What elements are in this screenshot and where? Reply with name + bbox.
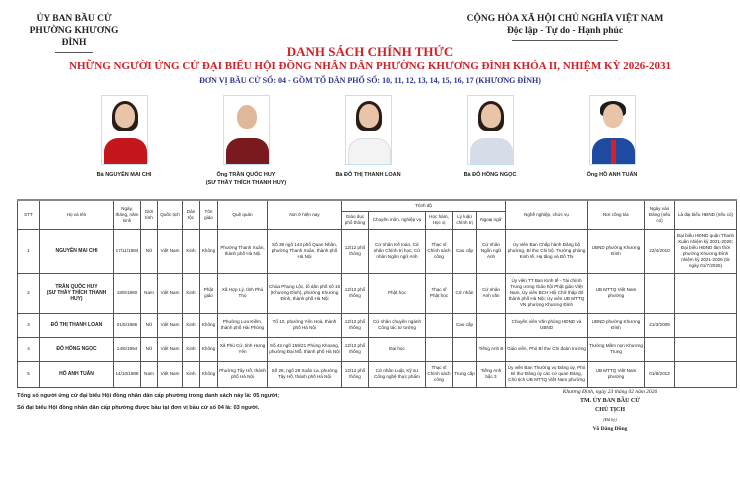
- cell-hometown: Xã Hợp Lý, tỉnh Phú Thọ: [218, 273, 268, 313]
- col-political: Lý luận chính trị: [453, 211, 477, 229]
- candidate-name: NGUYỄN MAI CHI: [55, 248, 98, 254]
- cell-degree: [426, 313, 453, 337]
- cell-delegate: [675, 313, 737, 337]
- cell-degree: Thạc sĩ Chính sách công: [426, 361, 453, 387]
- cell-religion: Không: [200, 313, 218, 337]
- sign-status: (Đã ký): [603, 417, 617, 422]
- table-header-row: [18, 200, 737, 211]
- candidate-caption: Bà ĐỖ THỊ THANH LOAN: [335, 172, 401, 178]
- cell-gender: Nữ: [141, 313, 158, 337]
- summary-total-candidates: Tổng số người ứng cử đại biểu Hội đồng nhân dân cấp phường trong danh sách này là: 05 người;: [17, 393, 280, 399]
- candidate-caption: Bà NGUYỄN MAI CHI: [96, 172, 152, 178]
- cell-residence: Số 39 ngõ 144 phố Quan Nhân, phường Thanh Xuân, thành phố Hà Nội: [268, 229, 342, 273]
- candidate-name: ĐỖ THỊ THANH LOAN: [50, 322, 103, 328]
- sign-title: CHỦ TỊCH: [594, 407, 626, 413]
- table-row: [18, 361, 737, 387]
- cell-political: [453, 337, 477, 361]
- cell-name: [40, 229, 114, 273]
- col-workplace: Nơi công tác: [588, 200, 645, 229]
- committee-line-1: ỦY BAN BẦU CỬ: [36, 14, 112, 24]
- col-degree: Học hàm, Học vị: [426, 211, 453, 229]
- cell-political: Cử nhân: [453, 273, 477, 313]
- col-ethnicity: Dân tộc: [183, 200, 200, 229]
- candidate-photo: [101, 95, 148, 165]
- cell-language: Cử nhân Ngôn ngữ Anh: [477, 229, 506, 273]
- cell-stt: 4: [18, 337, 40, 361]
- cell-language: [477, 313, 506, 337]
- cell-general-edu: 12/12 phổ thông: [342, 313, 369, 337]
- table-row: [18, 313, 737, 337]
- candidate-religious-name: (SƯ THẦY THÍCH THANH HUY): [46, 290, 107, 302]
- cell-name: [40, 337, 114, 361]
- cell-general-edu: 12/12 phổ thông: [342, 361, 369, 387]
- cell-residence: Số 28, ngõ 28 Xuân La, phường Tây Hồ, thành phố Hà Nội: [268, 361, 342, 387]
- sign-org: TM. ỦY BAN BẦU CỬ: [579, 398, 641, 404]
- cell-delegate: Đại biểu HĐND quận Thanh Xuân nhiệm kỳ 2021-2026; Đại biểu HĐND lâm thời phường Khương Đình nhiệm kỳ 2021-2026 (từ ngày 01/7/2025): [675, 229, 737, 273]
- cell-nationality: Việt Nam: [158, 361, 183, 387]
- cell-residence: Chùa Phụng Lộc, tổ dân phố số 16 (Khương Đình), phường Khương Đình, thành phố Hà Nội: [268, 273, 342, 313]
- cell-residence: Tổ 10, phường Yên Hoà, thành phố Hà Nội: [268, 313, 342, 337]
- cell-workplace: UB MTTQ Việt Nam phường: [588, 273, 645, 313]
- cell-party-date: 01/8/2013: [645, 361, 675, 387]
- table-row: [18, 229, 737, 273]
- candidate-card: [308, 95, 428, 179]
- national-title: CỘNG HÒA XÃ HỘI CHỦ NGHĨA VIỆT NAM: [466, 14, 664, 24]
- col-hometown: Quê quán: [218, 200, 268, 229]
- cell-degree: Thạc sĩ Phật học: [426, 273, 453, 313]
- candidate-photos: [0, 95, 740, 195]
- sign-date: Khương Đình, ngày 23 tháng 02 năm 2026: [562, 389, 658, 395]
- cell-language: Tiếng Anh bậc 3: [477, 361, 506, 387]
- candidate-card: [552, 95, 672, 179]
- committee-line-2: PHƯỜNG KHƯƠNG ĐÌNH: [29, 26, 119, 48]
- cell-language: Tiếng Anh B: [477, 337, 506, 361]
- col-dob: Ngày, tháng, năm sinh: [114, 200, 141, 229]
- cell-general-edu: 12/12 phổ thông: [342, 273, 369, 313]
- candidate-caption: Bà ĐỖ HỒNG NGỌC: [463, 172, 517, 178]
- cell-occupation: Giáo viên, Phó Bí thư Chi đoàn trường: [506, 337, 588, 361]
- cell-hometown: Phường Tây Hồ, thành phố Hà Nội: [218, 361, 268, 387]
- candidate-name: HỒ ANH TUẤN: [59, 371, 94, 377]
- cell-occupation: Ủy viên Ban Thường vụ Đảng ủy, Phó Bí thư Đảng ủy các cơ quan Đảng, Chủ tịch UB MTTQ Việt Nam phường: [506, 361, 588, 387]
- cell-hometown: Xã Phù Cừ, tỉnh Hưng Yên: [218, 337, 268, 361]
- cell-delegate: [675, 337, 737, 361]
- cell-degree: Thạc sĩ Chính sách công: [426, 229, 453, 273]
- col-religion: Tôn giáo: [200, 200, 218, 229]
- cell-ethnicity: Kinh: [183, 273, 200, 313]
- cell-stt: 3: [18, 313, 40, 337]
- page-subtitle: NHỮNG NGƯỜI ỨNG CỬ ĐẠI BIỂU HỘI ĐỒNG NHÂN DÂN PHƯỜNG KHƯƠNG ĐÌNH KHÓA II, NHIỆM KỲ 2026-2031: [69, 60, 671, 72]
- cell-name: [40, 313, 114, 337]
- col-name: Họ và tên: [40, 200, 114, 229]
- col-delegate: Là đại biểu HĐND (nếu có): [675, 200, 737, 229]
- cell-dob: 14/10/1988: [114, 361, 141, 387]
- cell-specialty: Phật học: [369, 273, 426, 313]
- header-divider: [512, 40, 618, 41]
- col-specialty: Chuyên môn, nghiệp vụ: [369, 211, 426, 229]
- candidate-name: TRẦN QUỐC HUY: [55, 284, 98, 290]
- cell-workplace: Trường Mầm non Khương Trung: [588, 337, 645, 361]
- cell-hometown: Phường Lưu Kiếm, thành phố Hải Phòng: [218, 313, 268, 337]
- cell-religion: Phật giáo: [200, 273, 218, 313]
- cell-nationality: Việt Nam: [158, 273, 183, 313]
- cell-dob: 17/11/1984: [114, 229, 141, 273]
- national-header: [440, 13, 690, 41]
- cell-dob: 01/5/1986: [114, 313, 141, 337]
- col-party-date: Ngày vào Đảng (nếu có): [645, 200, 675, 229]
- cell-name: [40, 273, 114, 313]
- cell-specialty: Cử nhân chuyên ngành Công tác tư tưởng: [369, 313, 426, 337]
- cell-occupation: Chuyên viên Văn phòng HĐND và UBND: [506, 313, 588, 337]
- cell-specialty: Cử nhân Kế toán, Cử nhân Chính trị học, Cử nhân Ngôn ngữ Anh: [369, 229, 426, 273]
- cell-religion: Không: [200, 229, 218, 273]
- cell-residence: Số 42 ngõ 159/21 Phùng Khoang, phường Đại Mỗ, thành phố Hà Nội: [268, 337, 342, 361]
- candidate-caption: Ông TRẦN QUỐC HUY: [216, 172, 276, 178]
- cell-language: Cử nhân Anh văn: [477, 273, 506, 313]
- cell-nationality: Việt Nam: [158, 337, 183, 361]
- candidate-caption-2: (SƯ THẦY THÍCH THANH HUY): [205, 180, 287, 186]
- col-language: Ngoại ngữ: [477, 211, 506, 229]
- summary-seats: Số đại biểu Hội đồng nhân dân cấp phường được bầu tại đơn vị bầu cử số 04 là: 03 người.: [17, 405, 260, 411]
- page-title: DANH SÁCH CHÍNH THỨC: [286, 44, 454, 59]
- cell-occupation: Ủy viên TT Ban Kinh tế - Tài chính Trung ương Giáo hội Phật giáo Việt Nam, Ủy viên BCH Hội Chữ thập đỏ thành phố Hà Nội; Ủy viên UB MTTQ VN phường Khương Đình: [506, 273, 588, 313]
- cell-gender: Nữ: [141, 337, 158, 361]
- summary: [17, 390, 279, 414]
- candidate-photo: [345, 95, 392, 165]
- cell-hometown: Phường Thanh Xuân, thành phố Hà Nội: [218, 229, 268, 273]
- document-titles: [0, 44, 740, 86]
- cell-ethnicity: Kinh: [183, 337, 200, 361]
- cell-nationality: Việt Nam: [158, 229, 183, 273]
- electoral-unit: ĐƠN VỊ BẦU CỬ SỐ: 04 - GỒM TỔ DÂN PHỐ SỐ: 10, 11, 12, 13, 14, 15, 16, 17 (KHƯƠNG ĐÌNH): [199, 76, 541, 85]
- cell-dob: 18/9/1980: [114, 273, 141, 313]
- cell-workplace: UBND phường Khương Đình: [588, 313, 645, 337]
- cell-party-date: [645, 337, 675, 361]
- national-motto: Độc lập - Tự do - Hạnh phúc: [506, 26, 624, 36]
- cell-stt: 2: [18, 273, 40, 313]
- cell-workplace: UBND phường Khương Đình: [588, 229, 645, 273]
- col-education-group: Trình độ: [342, 200, 506, 211]
- cell-degree: [426, 337, 453, 361]
- col-nationality: Quốc tịch: [158, 200, 183, 229]
- cell-ethnicity: Kinh: [183, 229, 200, 273]
- cell-gender: Nam: [141, 361, 158, 387]
- cell-name: [40, 361, 114, 387]
- cell-religion: Không: [200, 337, 218, 361]
- candidate-name: ĐỖ HỒNG NGỌC: [56, 346, 97, 352]
- cell-political: Cao cấp: [453, 229, 477, 273]
- candidate-card: [64, 95, 184, 179]
- cell-political: Trung cấp: [453, 361, 477, 387]
- cell-stt: 5: [18, 361, 40, 387]
- candidate-photo: [467, 95, 514, 165]
- cell-political: Cao cấp: [453, 313, 477, 337]
- col-occupation: Nghề nghiệp, chức vụ: [506, 200, 588, 229]
- cell-party-date: 21/3/2009: [645, 313, 675, 337]
- cell-delegate: [675, 361, 737, 387]
- cell-occupation: Ủy viên Ban Chấp hành Đảng bộ phường, Bí thư Chi bộ, Trưởng phòng Kinh tế, Hạ tầng và Đô Thị: [506, 229, 588, 273]
- candidate-card: [186, 95, 306, 187]
- cell-party-date: 22/4/2010: [645, 229, 675, 273]
- cell-party-date: [645, 273, 675, 313]
- cell-general-edu: 12/12 phổ thông: [342, 337, 369, 361]
- col-general-edu: Giáo dục phổ thông: [342, 211, 369, 229]
- cell-gender: Nam: [141, 273, 158, 313]
- cell-general-edu: 12/12 phổ thông: [342, 229, 369, 273]
- signature-block: [540, 388, 680, 434]
- cell-ethnicity: Kinh: [183, 361, 200, 387]
- cell-ethnicity: Kinh: [183, 313, 200, 337]
- cell-workplace: UB MTTQ Việt Nam phường: [588, 361, 645, 387]
- cell-gender: Nữ: [141, 229, 158, 273]
- cell-nationality: Việt Nam: [158, 313, 183, 337]
- signer-name: Võ Đăng Dũng: [592, 426, 628, 432]
- col-gender: Giới tính: [141, 200, 158, 229]
- table-row: [18, 337, 737, 361]
- cell-dob: 14/6/1994: [114, 337, 141, 361]
- cell-specialty: Đại học: [369, 337, 426, 361]
- table-row: [18, 273, 737, 313]
- col-stt: STT: [18, 200, 40, 229]
- candidate-card: [430, 95, 550, 179]
- cell-religion: Không: [200, 361, 218, 387]
- candidate-table: [17, 199, 737, 388]
- candidate-caption: Ông HỒ ANH TUẤN: [586, 172, 638, 178]
- candidate-photo: [589, 95, 636, 165]
- cell-stt: 1: [18, 229, 40, 273]
- cell-delegate: [675, 273, 737, 313]
- cell-specialty: Cử nhân Luật, Kỹ sư Công nghệ thực phẩm: [369, 361, 426, 387]
- candidate-photo: [223, 95, 270, 165]
- col-residence: Nơi ở hiện nay: [268, 200, 342, 229]
